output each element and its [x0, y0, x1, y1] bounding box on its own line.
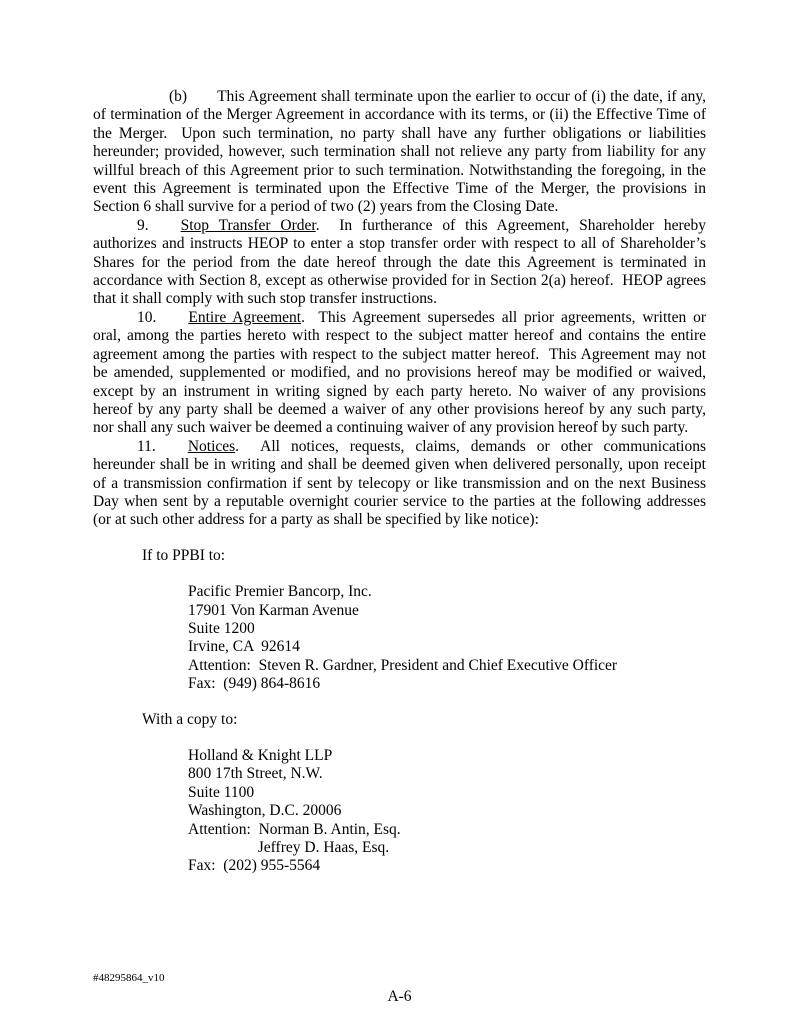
- section-10-number: 10.: [137, 308, 157, 326]
- address-line: Fax: (202) 955-5564: [188, 857, 321, 875]
- section-10-heading: Entire Agreement: [188, 308, 302, 326]
- address-line: 17901 Von Karman Avenue: [188, 601, 359, 619]
- section-9-heading: Stop Transfer Order: [180, 216, 316, 234]
- section-10-text: . This Agreement supersedes all prior agreements, written or oral, among the parties hereto with respect to the subject matter hereof and contains the entire agreement among the parties with respect to the subject matter hereof. This Agreement may not be amended, supplemented or modified, and no provisions hereof may be modified or waived, except by an instrument in writing signed by each party hereto. No waiver of any provisions hereof by any party shall be deemed a waiver of any other provisions hereof by any such party, nor shall any such waiver be deemed a continuing waiver of any provision hereof by such party.: [93, 308, 710, 437]
- paragraph-b-text: This Agreement shall terminate upon the earlier to occur of (i) the date, if any, of termination of the Merger Agreement in accordance with its terms, or (ii) the Effective Time of the Merger. Upon such termination, no party shall have any further obligations or liabilities hereunder; provided, however, such termination shall not relieve any party from liability for any willful breach of this Agreement prior to such termination. Notwithstanding the foregoing, in the event this Agreement is terminated upon the Effective Time of the Merger, the provisions in Section 6 shall survive for a period of two (2) years from the Closing Date.: [93, 88, 710, 216]
- address-line: Holland & Knight LLP: [188, 747, 333, 764]
- section-10: [93, 308, 710, 438]
- copy-notice-intro: With a copy to:: [142, 710, 238, 728]
- address-line: 800 17th Street, N.W.: [188, 765, 323, 783]
- section-11-heading: Notices: [187, 437, 236, 455]
- section-9-number: 9.: [137, 216, 149, 234]
- document-page-body: [93, 88, 710, 876]
- paragraph-b-label: (b): [169, 88, 188, 105]
- ppbi-address-block: [188, 583, 706, 693]
- address-line: Fax: (949) 864-8616: [188, 675, 321, 693]
- address-line: Washington, D.C. 20006: [188, 802, 342, 820]
- section-9-text: . In furtherance of this Agreement, Shareholder hereby authorizes and instructs HEOP to enter a stop transfer order with respect to all of Shareholder’s Shares for the period from the date hereof through the date this Agreement is terminated in accordance with Section 8, except as otherwise provided for in Section 2(a) hereof. HEOP agrees that it shall comply with such stop transfer instructions.: [93, 216, 710, 308]
- address-line: Pacific Premier Bancorp, Inc.: [188, 583, 372, 601]
- section-11-number: 11.: [137, 437, 156, 455]
- address-line: Attention: Steven R. Gardner, President and Chief Executive Officer: [188, 656, 618, 674]
- paragraph-b: [93, 88, 710, 217]
- address-line: Suite 1100: [188, 783, 255, 801]
- section-11-text: . All notices, requests, claims, demands or other communications hereunder shall be in writing and shall be deemed given when delivered personally, upon receipt of a transmission confirmation if sent by telecopy or like transmission and on the next Business Day when sent by a reputable overnight courier service to the parties at the following addresses (or at such other address for a party as shall be specified by like notice):: [93, 437, 710, 529]
- copy-address-block: [188, 747, 706, 876]
- address-line: Suite 1200: [188, 619, 255, 637]
- section-9: [93, 216, 710, 309]
- footer-doc-id: #48295864_v10: [93, 972, 165, 984]
- ppbi-notice-intro: If to PPBI to:: [142, 546, 226, 564]
- address-line: Attention: Norman B. Antin, Esq.: [188, 820, 401, 838]
- footer-page-number: A-6: [387, 988, 412, 1005]
- address-line: Jeffrey D. Haas, Esq.: [188, 839, 390, 857]
- address-line: Irvine, CA 92614: [188, 638, 300, 656]
- section-11: [93, 437, 710, 530]
